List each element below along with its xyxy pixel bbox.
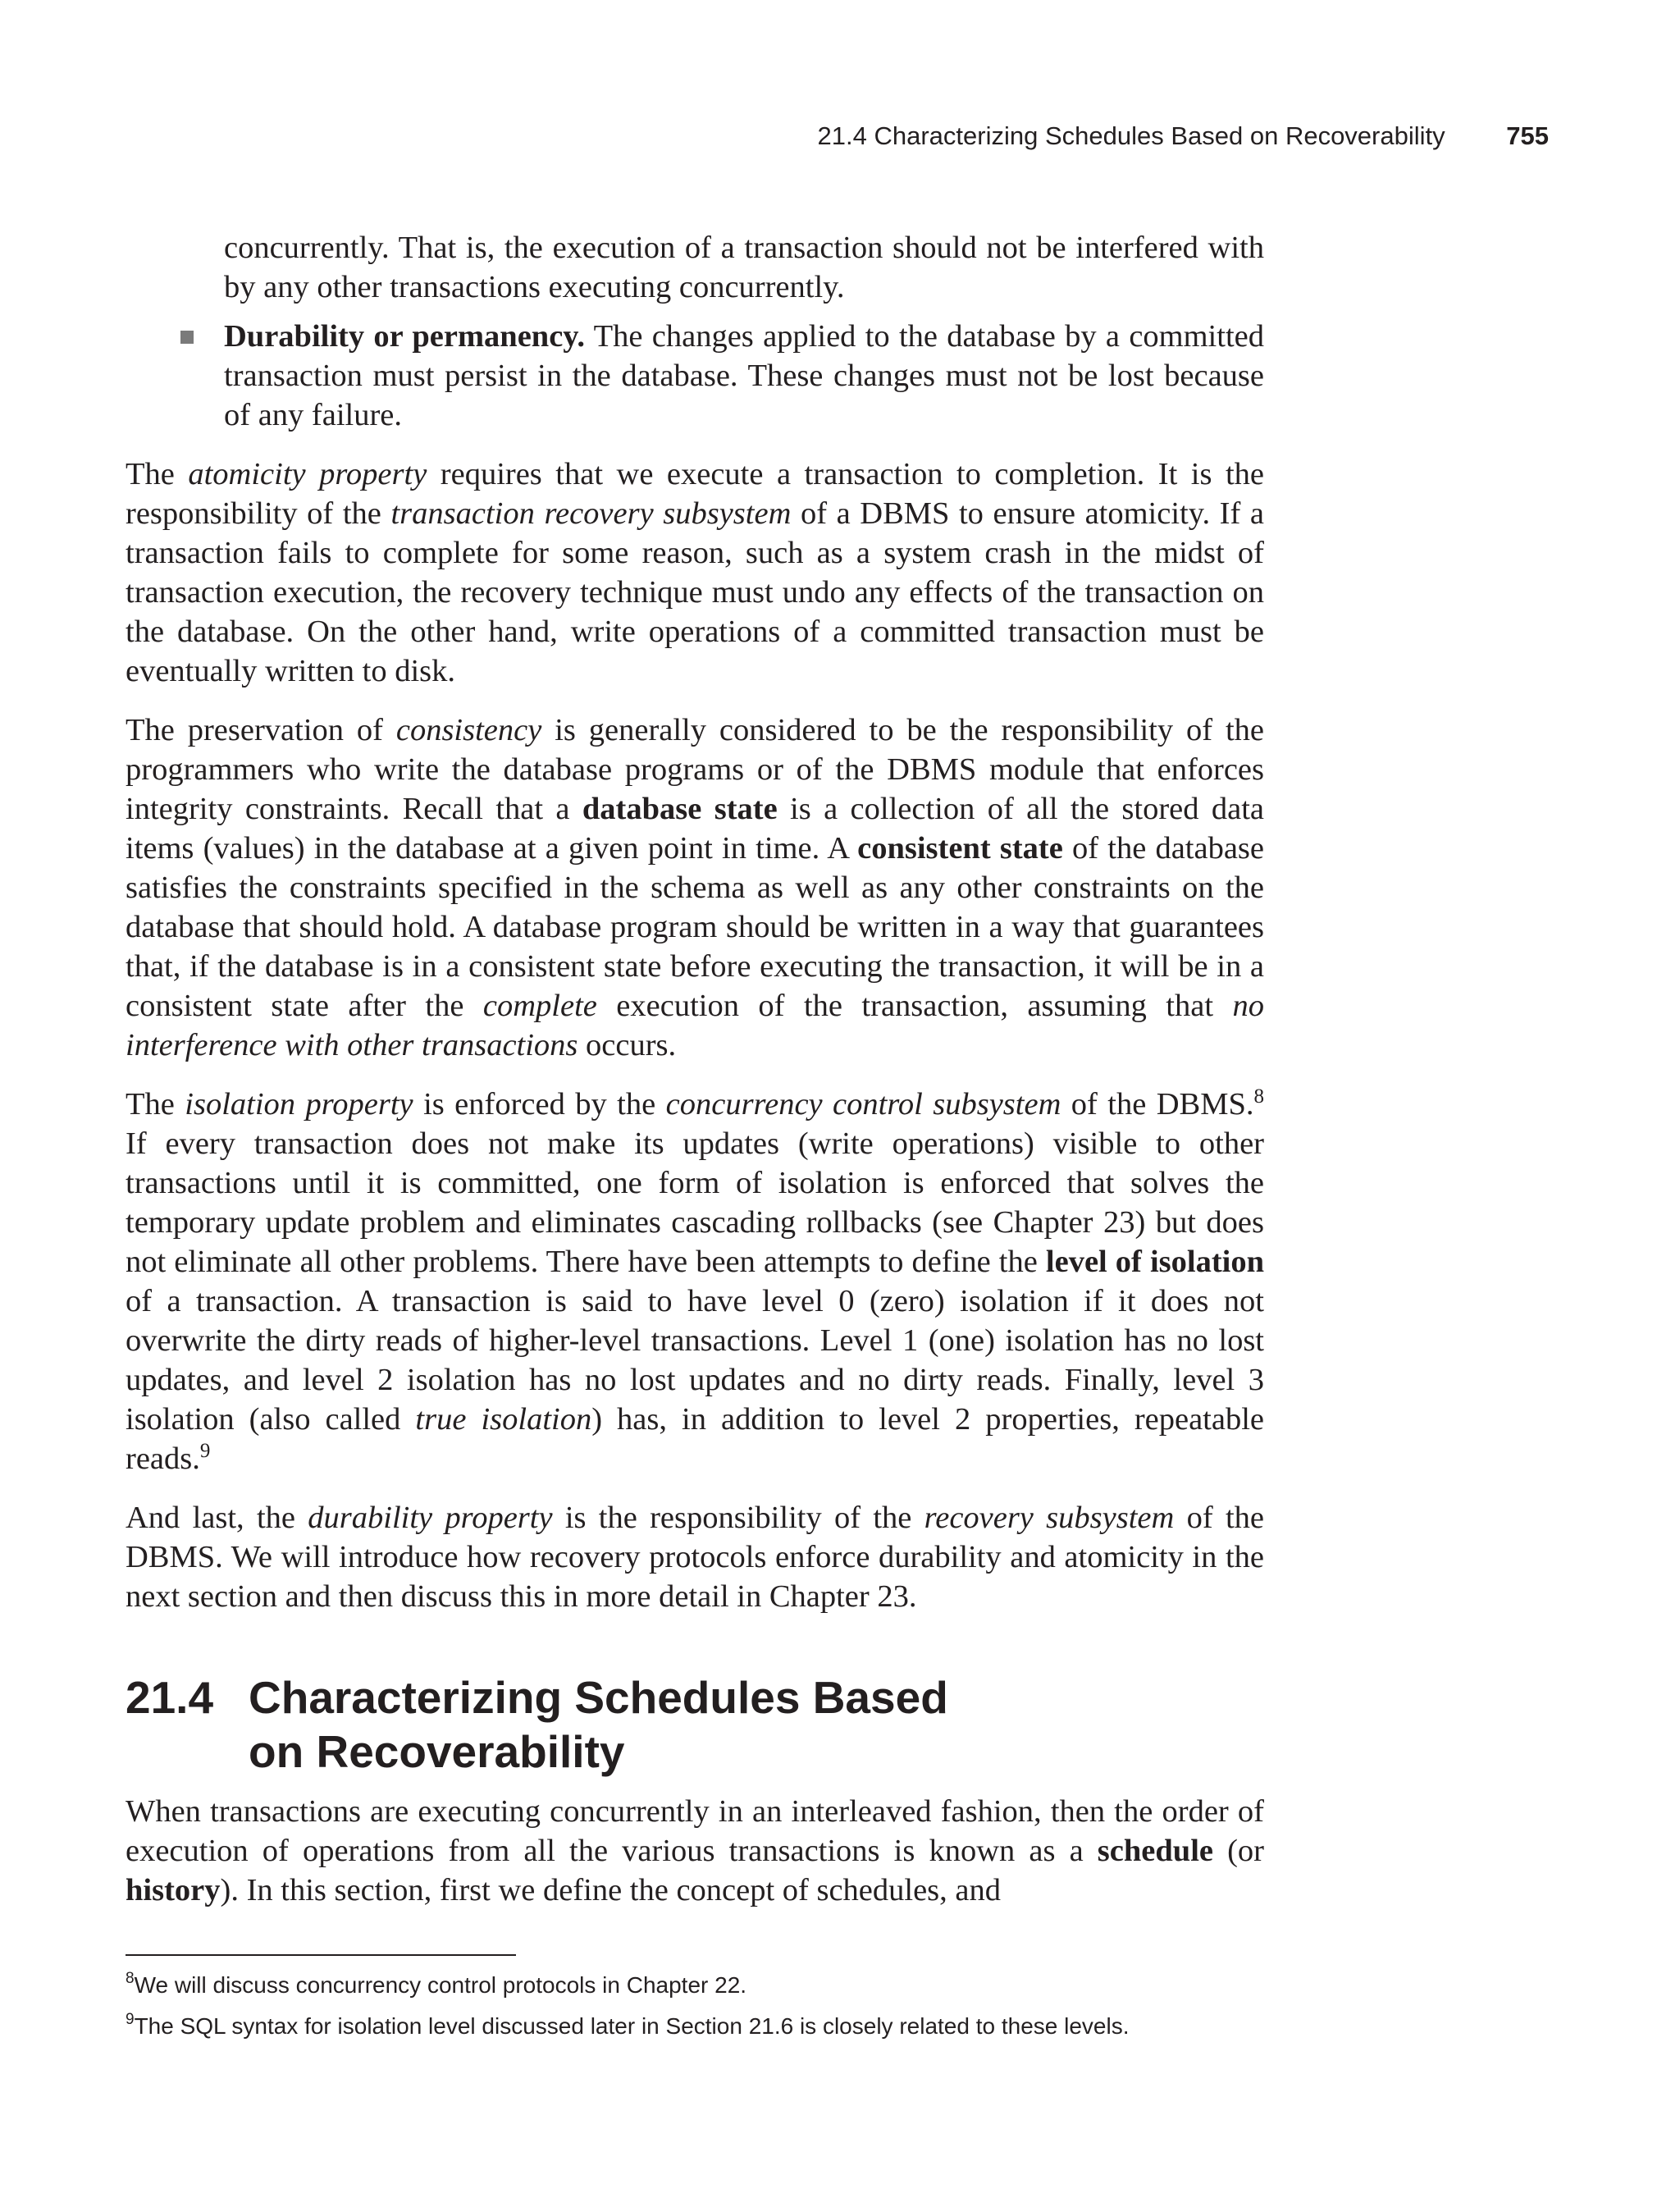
bold-term: consistent state — [857, 831, 1063, 866]
footnote-rule — [126, 1954, 516, 1956]
section-number: 21.4 — [126, 1672, 214, 1723]
paragraph-atomicity — [126, 455, 1264, 691]
text-run: is generally considered to be the responsibility of the programmers who write the database programs or of the DBMS module that enforces integrity constraints. Recall that a — [126, 713, 1264, 826]
text-run: If every transaction does not make its updates (write operations) visible to other transactions until it is committed, one form of isolation is enforced that solves the temporary update problem and eliminates cascading rollbacks (see Chapter 23) but does not eliminate all other problems. There have been attempts to define the — [126, 1126, 1264, 1279]
emphasis: true isolation — [415, 1402, 592, 1437]
footnote-text: The SQL syntax for isolation level discussed later in Section 21.6 is closely related to these levels. — [134, 2013, 1130, 2039]
term-durability: Durability or permanency. — [224, 319, 586, 354]
bold-term: level of isolation — [1045, 1245, 1265, 1279]
paragraph-continuation: concurrently. That is, the execution of a transaction should not be interfered with by any other transactions executing concurrently. — [224, 231, 1264, 304]
section-title-line: on Recoverability — [249, 1726, 625, 1777]
text-run: is the responsibility of the — [552, 1501, 924, 1535]
emphasis: isolation property — [185, 1087, 413, 1122]
emphasis: recovery subsystem — [924, 1501, 1175, 1535]
section-heading — [126, 1670, 1264, 1779]
emphasis: concurrency control subsystem — [665, 1087, 1061, 1122]
paragraph-durability — [126, 1498, 1264, 1616]
footnote-mark: 8 — [126, 1970, 135, 1987]
footnote-ref-8[interactable]: 8 — [1253, 1085, 1265, 1108]
footnote-mark: 9 — [126, 2011, 135, 2028]
running-head — [818, 121, 1549, 151]
paragraph-isolation — [126, 1085, 1264, 1478]
bold-term: history — [126, 1873, 221, 1907]
text-run: of the database satisfies the constraints specified in the schema as well as any other constraints on the database that should hold. A database program should be written in a way that guarantees that, if the database is in a consistent state before executing the transaction, it will be in a consistent state after the — [126, 831, 1264, 1023]
bullet-durability-text: The changes applied to the database by a committed transaction must persist in the database. These changes must not be lost because of any failure. — [224, 319, 1264, 432]
square-bullet-icon — [180, 331, 194, 344]
bold-term: schedule — [1097, 1834, 1213, 1868]
text-run: ) has, in addition to level 2 properties, repeatable reads. — [126, 1402, 1264, 1476]
text-run: of the DBMS. We will introduce how recovery protocols enforce durability and atomicity in the next section and then discuss this in more detail in Chapter 23. — [126, 1501, 1264, 1614]
bold-term: database state — [582, 792, 778, 826]
footnote-ref-9[interactable]: 9 — [199, 1440, 211, 1462]
paragraph-schedules — [126, 1792, 1264, 1910]
emphasis: complete — [482, 989, 597, 1023]
text-run: The preservation of — [126, 713, 396, 747]
text-run: (or — [1212, 1834, 1264, 1868]
section-title — [249, 1670, 948, 1779]
emphasis: consistency — [395, 713, 542, 747]
emphasis: transaction recovery subsystem — [390, 496, 792, 531]
footnote-9 — [126, 2010, 1274, 2043]
emphasis: no interference with other transactions — [126, 989, 1264, 1062]
text-run: of a DBMS to ensure atomicity. If a transaction fails to complete for some reason, such as a system crash in the midst of transaction execution, the recovery technique must undo any effects of the transaction on the database. On the other hand, write operations of a committed transaction must be eventually written to disk. — [126, 496, 1264, 688]
text-run: When transactions are executing concurrently in an interleaved fashion, then the order of execution of operations from all the various transactions is known as a — [126, 1794, 1264, 1868]
text-run: occurs. — [578, 1028, 677, 1062]
bullet-durability — [126, 317, 1264, 435]
text-run: of the DBMS. — [1061, 1087, 1254, 1122]
text-run: of a transaction. A transaction is said to have level 0 (zero) isolation if it does not overwrite the dirty reads of higher-level transactions. Level 1 (one) isolation has no lost updates, and level 2 isolation has no lost updates and no dirty reads. Finally, level 3 isolation (also called — [126, 1284, 1264, 1437]
emphasis: durability property — [308, 1501, 553, 1535]
body-text — [126, 228, 1264, 1930]
text-run: The — [126, 457, 189, 491]
paragraph-consistency — [126, 710, 1264, 1065]
text-run: The — [126, 1087, 185, 1122]
section-title-line: Characterizing Schedules Based — [249, 1672, 948, 1723]
text-run: requires that we execute a transaction to completion. It is the responsibility of the — [126, 457, 1264, 531]
running-head-title: 21.4 Characterizing Schedules Based on Recoverability — [817, 121, 1445, 150]
text-run: And last, the — [126, 1501, 308, 1535]
text-run: is a collection of all the stored data items (values) in the database at a given point in time. A — [126, 792, 1264, 866]
text-run: ). In this section, first we define the concept of schedules, and — [220, 1873, 1002, 1907]
footnotes — [126, 1969, 1274, 2051]
page-number: 755 — [1506, 121, 1549, 150]
footnote-text: We will discuss concurrency control protocols in Chapter 22. — [134, 1972, 747, 1998]
emphasis: atomicity property — [188, 457, 427, 491]
text-run: execution of the transaction, assuming that — [596, 989, 1233, 1023]
text-run: is enforced by the — [413, 1087, 666, 1122]
footnote-8 — [126, 1969, 1274, 2002]
